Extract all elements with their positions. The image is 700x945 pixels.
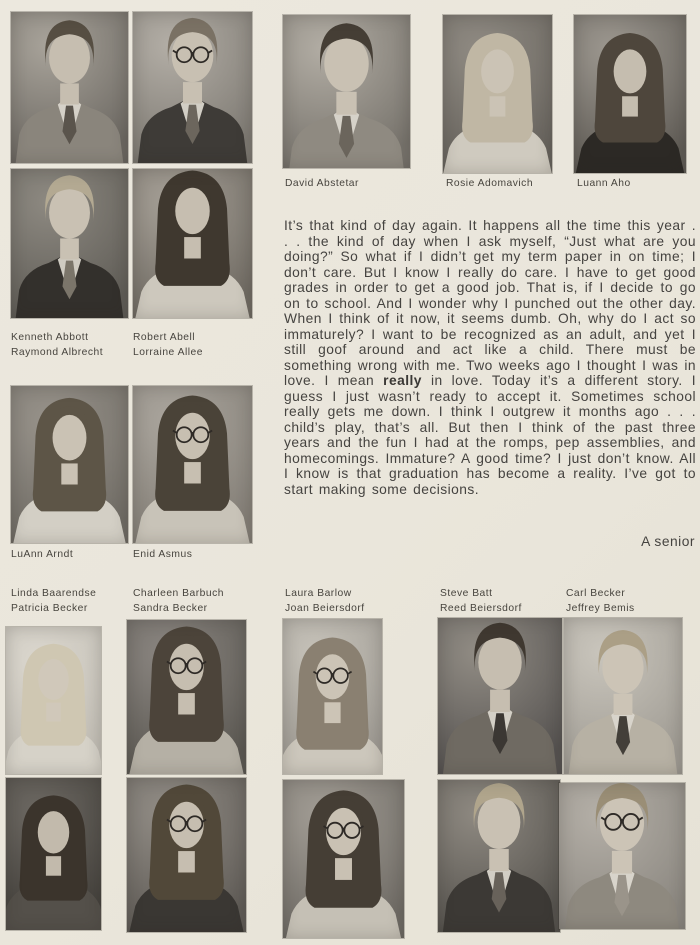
- portrait-jeffrey-bemis: [559, 783, 685, 929]
- caption-luann-aho: Luann Aho: [577, 178, 631, 189]
- person-silhouette-icon: [11, 169, 128, 318]
- portrait-laura-barlow: [283, 619, 382, 774]
- portrait-carl-becker: [564, 618, 682, 774]
- person-silhouette-icon: [443, 15, 552, 173]
- person-silhouette-icon: [283, 15, 410, 168]
- person-silhouette-icon: [11, 386, 128, 543]
- caption-batt-beiersdorf: [440, 586, 522, 616]
- caption-enid-asmus: Enid Asmus: [133, 549, 193, 560]
- person-silhouette-icon: [133, 169, 252, 318]
- caption-barbuch-becker: [133, 586, 224, 616]
- caption-line: Reed Beiersdorf: [440, 603, 522, 614]
- person-silhouette-icon: [574, 15, 686, 173]
- caption-line: Raymond Albrecht: [11, 347, 104, 358]
- caption-luann-arndt: LuAnn Arndt: [11, 549, 74, 560]
- person-silhouette-icon: [283, 619, 382, 774]
- caption-line: Linda Baarendse: [11, 588, 97, 599]
- essay-signature: A senior: [641, 534, 695, 549]
- person-silhouette-icon: [559, 783, 685, 929]
- person-silhouette-icon: [6, 778, 101, 930]
- portrait-patricia-becker: [6, 778, 101, 930]
- portrait-luann-arndt: [11, 386, 128, 543]
- caption-line: Kenneth Abbott: [11, 332, 89, 343]
- caption-line: Sandra Becker: [133, 603, 208, 614]
- person-silhouette-icon: [6, 627, 101, 774]
- caption-line: Joan Beiersdorf: [285, 603, 365, 614]
- portrait-sandra-becker: [127, 778, 246, 932]
- caption-david-abstetar: David Abstetar: [285, 178, 359, 189]
- caption-line: Robert Abell: [133, 332, 196, 343]
- person-silhouette-icon: [564, 618, 682, 774]
- caption-line: Patricia Becker: [11, 603, 88, 614]
- essay-text-part1: It’s that kind of day again. It happens all the time this year . . . the kind of day when I ask myself, “Just what are you doing?” So what if I didn’t get my term paper in on time; I don’t care. But I know I really do care. I have to get good grades in order to get a good job. That is, if I decide to go on to school. And I wonder why I punched out the other day. When I think of it now, it seems dumb. Oh, why do I act so immaturely? I want to be recognized as an adult, and yet I still goof around and act like a child. There must be something wrong with me. Two weeks ago I thought I was in love. I mean: [284, 218, 696, 388]
- caption-line: Carl Becker: [566, 588, 626, 599]
- portrait-reed-beiersdorf: [438, 780, 560, 932]
- person-silhouette-icon: [127, 620, 246, 774]
- person-silhouette-icon: [283, 780, 404, 938]
- caption-rosie-adomavich: Rosie Adomavich: [446, 178, 534, 189]
- caption-becker-bemis: [566, 586, 635, 616]
- portrait-david-abstetar: [283, 15, 410, 168]
- caption-line: Charleen Barbuch: [133, 588, 224, 599]
- portrait-linda-baarendse: [6, 627, 101, 774]
- caption-baarendse-becker: [11, 586, 96, 616]
- essay-text-part2: in love. Today it’s a different story. I guess I just wasn’t ready to accept it. Sometimes school really gets me down. I think I outgrew it months ago . . . child’s play, that’s all. But then I think of the past three years and the fun I had at the romps, pep assemblies, and homecomings. Immature? A good time? I just don’t know. All I know is that graduation has become a reality. I’ve got to start making some decisions.: [284, 373, 697, 497]
- essay-paragraph: [284, 218, 696, 497]
- portrait-lorraine-allee: [133, 169, 252, 318]
- caption-line: Laura Barlow: [285, 588, 352, 599]
- caption-line: Lorraine Allee: [133, 347, 203, 358]
- person-silhouette-icon: [127, 778, 246, 932]
- caption-line: Jeffrey Bemis: [566, 603, 635, 614]
- caption-abbott-albrecht: [11, 330, 103, 360]
- portrait-robert-abell: [133, 12, 252, 163]
- portrait-charleen-barbuch: [127, 620, 246, 774]
- senior-essay: [284, 218, 696, 497]
- person-silhouette-icon: [438, 618, 562, 774]
- caption-abell-allee: [133, 330, 203, 360]
- portrait-rosie-adomavich: [443, 15, 552, 173]
- caption-barlow-beiersdorf: [285, 586, 365, 616]
- portrait-enid-asmus: [133, 386, 252, 543]
- portrait-steve-batt: [438, 618, 562, 774]
- person-silhouette-icon: [11, 12, 128, 163]
- person-silhouette-icon: [133, 12, 252, 163]
- caption-line: Steve Batt: [440, 588, 493, 599]
- essay-bold-word: really: [383, 373, 422, 388]
- person-silhouette-icon: [133, 386, 252, 543]
- person-silhouette-icon: [438, 780, 560, 932]
- portrait-joan-beiersdorf: [283, 780, 404, 938]
- portrait-raymond-albrecht: [11, 169, 128, 318]
- portrait-luann-aho: [574, 15, 686, 173]
- portrait-kenneth-abbott: [11, 12, 128, 163]
